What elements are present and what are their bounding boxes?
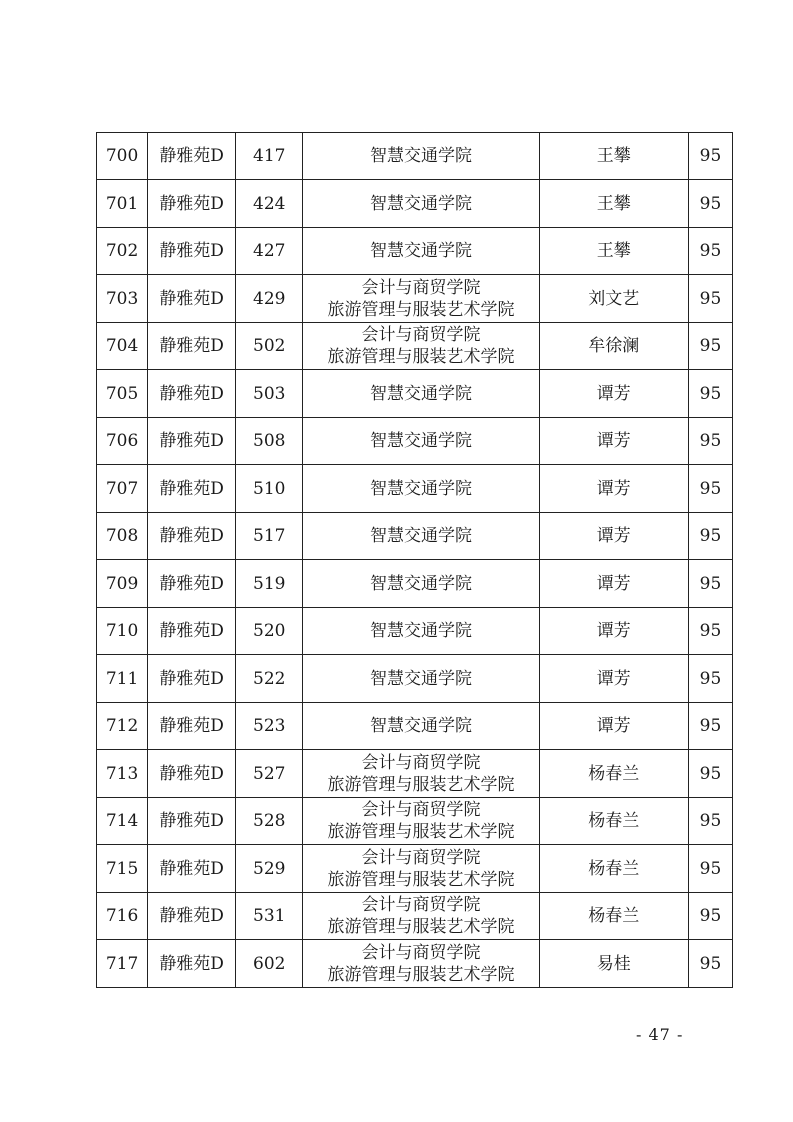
building-cell: 静雅苑D [148,940,236,988]
serial-number-cell: 700 [97,133,148,180]
college-cell [303,703,539,750]
serial-number-cell: 705 [97,370,148,418]
table-row [97,370,733,418]
building-cell: 静雅苑D [148,750,236,798]
instructor-name-cell: 谭芳 [539,418,688,465]
instructor-name-cell: 刘文艺 [539,275,688,323]
score-cell: 95 [688,655,732,703]
serial-number-cell: 704 [97,323,148,370]
table-row [97,750,733,798]
room-number-cell: 531 [236,893,303,940]
instructor-name-cell: 谭芳 [539,465,688,513]
college-cell [303,750,539,798]
instructor-name-cell: 杨春兰 [539,845,688,893]
serial-number-cell: 716 [97,893,148,940]
building-cell: 静雅苑D [148,845,236,893]
room-number-cell: 417 [236,133,303,180]
instructor-name-cell: 谭芳 [539,655,688,703]
table-row [97,703,733,750]
room-number-cell: 519 [236,560,303,608]
college-cell [303,608,539,655]
score-cell: 95 [688,798,732,845]
serial-number-cell: 701 [97,180,148,228]
building-cell: 静雅苑D [148,655,236,703]
instructor-name-cell: 谭芳 [539,513,688,560]
college-name-line: 智慧交通学院 [369,716,472,736]
score-cell: 95 [688,465,732,513]
college-name-line: 智慧交通学院 [369,193,472,214]
building-cell: 静雅苑D [148,703,236,750]
college-name-line: 会计与商贸学院 [361,277,481,298]
college-name-line: 旅游管理与服装艺术学院 [327,774,515,795]
score-cell: 95 [688,228,732,275]
college-cell [303,228,539,275]
serial-number-cell: 708 [97,513,148,560]
score-cell: 95 [688,893,732,940]
college-cell [303,513,539,560]
room-number-cell: 522 [236,655,303,703]
table-row [97,275,733,323]
college-name-line: 旅游管理与服装艺术学院 [327,964,515,985]
serial-number-cell: 715 [97,845,148,893]
building-cell: 静雅苑D [148,180,236,228]
college-name-line: 智慧交通学院 [369,146,472,166]
college-cell [303,323,539,370]
building-cell: 静雅苑D [148,133,236,180]
table-row [97,513,733,560]
table-row [97,418,733,465]
room-number-cell: 502 [236,323,303,370]
table-row [97,845,733,893]
page-number: - 47 - [636,1025,684,1044]
college-name-line: 会计与商贸学院 [361,942,481,963]
college-name-line: 旅游管理与服装艺术学院 [327,869,515,890]
college-name-line: 旅游管理与服装艺术学院 [327,299,515,320]
room-number-cell: 429 [236,275,303,323]
building-cell: 静雅苑D [148,418,236,465]
score-cell: 95 [688,845,732,893]
college-name-line: 旅游管理与服装艺术学院 [327,822,515,842]
room-number-cell: 528 [236,798,303,845]
building-cell: 静雅苑D [148,560,236,608]
building-cell: 静雅苑D [148,798,236,845]
college-name-line: 智慧交通学院 [369,526,472,546]
dormitory-score-table [96,132,733,988]
serial-number-cell: 706 [97,418,148,465]
college-name-line: 会计与商贸学院 [361,895,481,915]
table-row [97,608,733,655]
room-number-cell: 510 [236,465,303,513]
room-number-cell: 427 [236,228,303,275]
score-cell: 95 [688,133,732,180]
building-cell: 静雅苑D [148,513,236,560]
college-cell [303,940,539,988]
score-cell: 95 [688,370,732,418]
table-body [97,133,733,988]
building-cell: 静雅苑D [148,465,236,513]
table-row [97,560,733,608]
table-row [97,180,733,228]
college-cell [303,133,539,180]
college-name-line: 会计与商贸学院 [361,800,481,820]
college-cell [303,370,539,418]
table-row [97,798,733,845]
college-name-line: 智慧交通学院 [369,478,472,499]
serial-number-cell: 712 [97,703,148,750]
college-name-line: 旅游管理与服装艺术学院 [327,917,515,937]
college-cell [303,465,539,513]
serial-number-cell: 714 [97,798,148,845]
college-cell [303,655,539,703]
room-number-cell: 503 [236,370,303,418]
college-name-line: 会计与商贸学院 [361,752,481,773]
room-number-cell: 523 [236,703,303,750]
college-cell [303,845,539,893]
score-cell: 95 [688,608,732,655]
room-number-cell: 517 [236,513,303,560]
room-number-cell: 520 [236,608,303,655]
score-cell: 95 [688,940,732,988]
building-cell: 静雅苑D [148,608,236,655]
instructor-name-cell: 谭芳 [539,370,688,418]
instructor-name-cell: 牟徐澜 [539,323,688,370]
college-cell [303,798,539,845]
serial-number-cell: 703 [97,275,148,323]
score-cell: 95 [688,703,732,750]
room-number-cell: 602 [236,940,303,988]
instructor-name-cell: 杨春兰 [539,750,688,798]
college-name-line: 旅游管理与服装艺术学院 [327,347,515,367]
college-name-line: 智慧交通学院 [369,668,472,689]
score-cell: 95 [688,180,732,228]
room-number-cell: 424 [236,180,303,228]
college-cell [303,275,539,323]
instructor-name-cell: 杨春兰 [539,798,688,845]
table-row [97,655,733,703]
serial-number-cell: 711 [97,655,148,703]
instructor-name-cell: 杨春兰 [539,893,688,940]
college-name-line: 智慧交通学院 [369,621,472,641]
table-row [97,465,733,513]
college-cell [303,893,539,940]
building-cell: 静雅苑D [148,323,236,370]
score-cell: 95 [688,275,732,323]
table-row [97,893,733,940]
college-cell [303,560,539,608]
serial-number-cell: 710 [97,608,148,655]
college-name-line: 智慧交通学院 [369,573,472,594]
instructor-name-cell: 王攀 [539,228,688,275]
room-number-cell: 527 [236,750,303,798]
serial-number-cell: 707 [97,465,148,513]
serial-number-cell: 702 [97,228,148,275]
college-cell [303,418,539,465]
building-cell: 静雅苑D [148,228,236,275]
room-number-cell: 529 [236,845,303,893]
instructor-name-cell: 谭芳 [539,608,688,655]
college-cell [303,180,539,228]
instructor-name-cell: 谭芳 [539,703,688,750]
score-cell: 95 [688,418,732,465]
table-row [97,323,733,370]
college-name-line: 智慧交通学院 [369,241,472,261]
serial-number-cell: 709 [97,560,148,608]
instructor-name-cell: 谭芳 [539,560,688,608]
table-row [97,228,733,275]
college-name-line: 智慧交通学院 [369,383,472,404]
serial-number-cell: 717 [97,940,148,988]
instructor-name-cell: 易桂 [539,940,688,988]
instructor-name-cell: 王攀 [539,133,688,180]
score-cell: 95 [688,560,732,608]
serial-number-cell: 713 [97,750,148,798]
building-cell: 静雅苑D [148,275,236,323]
score-cell: 95 [688,750,732,798]
building-cell: 静雅苑D [148,370,236,418]
college-name-line: 智慧交通学院 [369,431,472,451]
college-name-line: 会计与商贸学院 [361,847,481,868]
building-cell: 静雅苑D [148,893,236,940]
table-row [97,133,733,180]
table-row [97,940,733,988]
instructor-name-cell: 王攀 [539,180,688,228]
room-number-cell: 508 [236,418,303,465]
college-name-line: 会计与商贸学院 [361,325,481,345]
score-cell: 95 [688,323,732,370]
score-cell: 95 [688,513,732,560]
